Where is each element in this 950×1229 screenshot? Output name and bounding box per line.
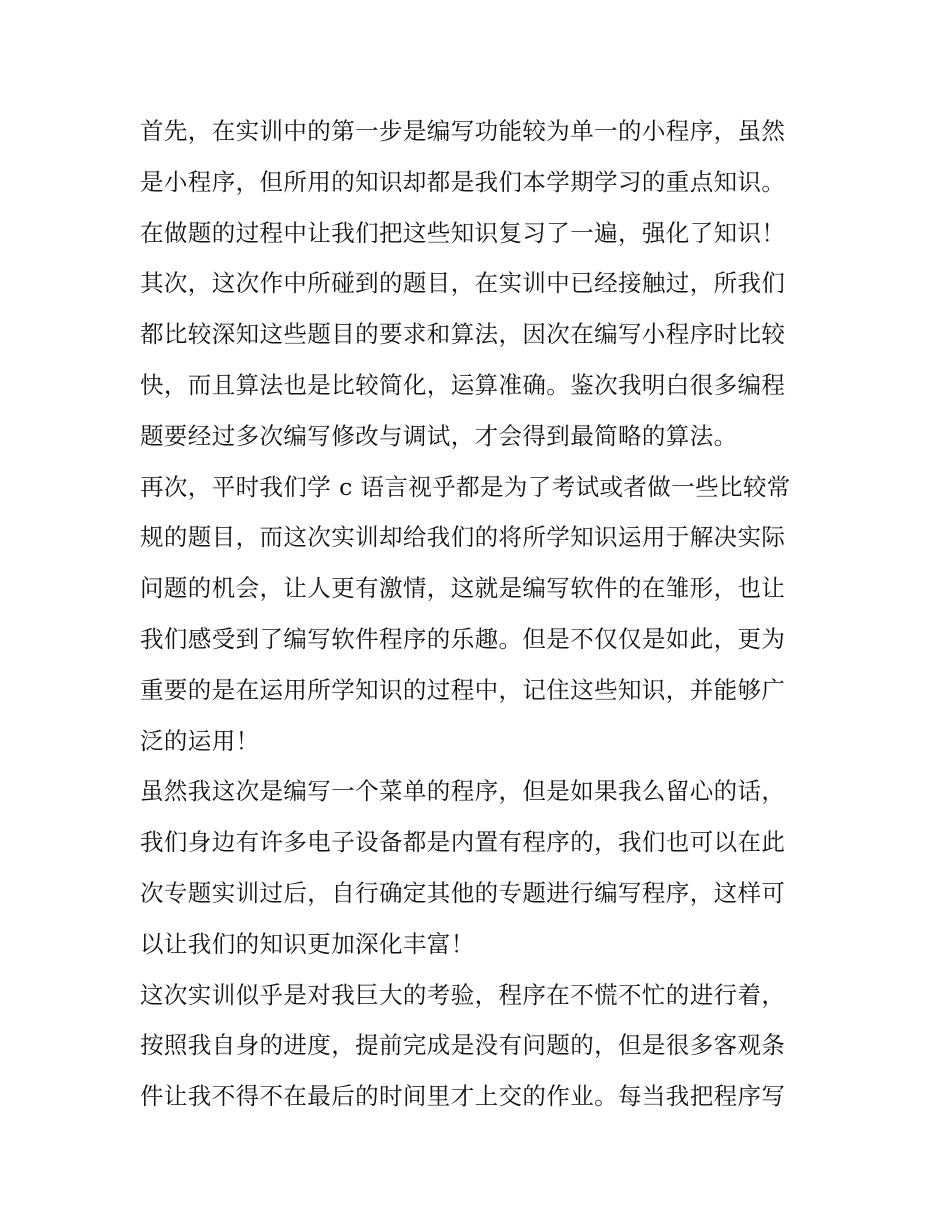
text-line: 其次，这次作中所碰到的题目，在实训中已经接触过，所我们 — [140, 269, 786, 298]
text-line: 件让我不得不在最后的时间里才上交的作业。每当我把程序写 — [140, 1082, 786, 1111]
text-line: 规的题目，而这次实训却给我们的将所学知识运用于解决实际 — [140, 523, 786, 552]
text-line: 重要的是在运用所学知识的过程中，记住这些知识，并能够广 — [140, 675, 786, 704]
text-line: 快，而且算法也是比较简化，运算准确。鉴次我明白很多编程 — [140, 370, 786, 399]
text-line: 是小程序，但所用的知识却都是我们本学期学习的重点知识。 — [140, 167, 786, 196]
text-line: 题要经过多次编写修改与调试，才会得到最简略的算法。 — [140, 421, 738, 450]
text-line: 泛的运用！ — [140, 726, 260, 755]
text-line: 再次，平时我们学 c 语言视乎都是为了考试或者做一些比较常 — [140, 472, 791, 501]
text-line: 我们身边有许多电子设备都是内置有程序的，我们也可以在此 — [140, 828, 786, 857]
text-line: 这次实训似乎是对我巨大的考验，程序在不慌不忙的进行着， — [140, 980, 786, 1009]
body-text — [140, 106, 820, 1122]
text-line: 在做题的过程中让我们把这些知识复习了一遍，强化了知识！ — [140, 218, 786, 247]
text-line: 都比较深知这些题目的要求和算法，因次在编写小程序时比较 — [140, 320, 786, 349]
text-line: 虽然我这次是编写一个菜单的程序，但是如果我么留心的话， — [140, 777, 786, 806]
text-line: 首先，在实训中的第一步是编写功能较为单一的小程序，虽然 — [140, 117, 786, 145]
text-line: 次专题实训过后，自行确定其他的专题进行编写程序，这样可 — [140, 878, 786, 907]
text-line: 我们感受到了编写软件程序的乐趣。但是不仅仅是如此，更为 — [140, 624, 786, 653]
text-line: 以让我们的知识更加深化丰富！ — [140, 929, 475, 958]
text-line: 问题的机会，让人更有激情，这就是编写软件的在雏形，也让 — [140, 574, 786, 603]
text-line: 按照我自身的进度，提前完成是没有问题的，但是很多客观条 — [140, 1031, 786, 1060]
